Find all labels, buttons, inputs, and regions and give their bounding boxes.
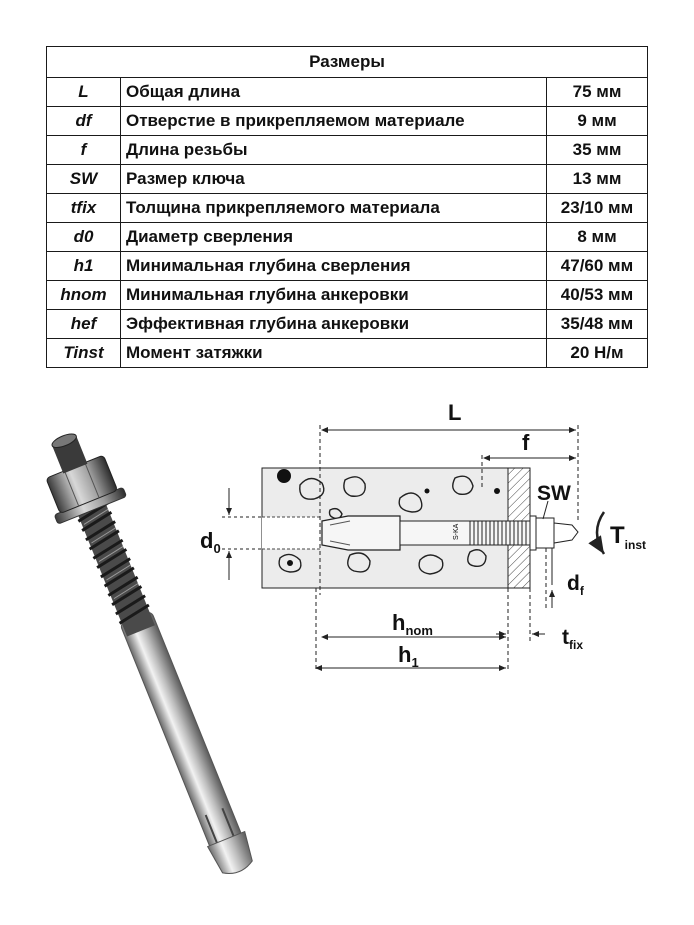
label-df: $d_f$ — [567, 572, 584, 598]
table-cell-value: 35/48 мм — [547, 310, 648, 339]
table-cell-value: 75 мм — [547, 78, 648, 107]
table-row — [47, 252, 648, 281]
table-cell-symbol: d0 — [47, 223, 121, 252]
table-cell-description: Момент затяжки — [121, 339, 547, 368]
table-cell-symbol: tfix — [47, 194, 121, 223]
table-cell-description: Общая длина — [121, 78, 547, 107]
table-cell-symbol: hef — [47, 310, 121, 339]
table-cell-value: 8 мм — [547, 223, 648, 252]
table-cell-value: 23/10 мм — [547, 194, 648, 223]
label-SW: SW — [537, 482, 571, 505]
table-cell-symbol: Tinst — [47, 339, 121, 368]
table-cell-description: Отверстие в прикрепляемом материале — [121, 107, 547, 136]
dimensions-table — [46, 46, 648, 368]
table-cell-value: 40/53 мм — [547, 281, 648, 310]
anchor-illustration — [0, 380, 694, 925]
table-row — [47, 281, 648, 310]
table-row — [47, 107, 648, 136]
table-cell-symbol: SW — [47, 165, 121, 194]
table-cell-description: Длина резьбы — [121, 136, 547, 165]
torque-arrow-icon — [597, 512, 604, 554]
table-row — [47, 136, 648, 165]
table-cell-symbol: h1 — [47, 252, 121, 281]
table-cell-value: 9 мм — [547, 107, 648, 136]
table-cell-symbol: df — [47, 107, 121, 136]
table-cell-value: 47/60 мм — [547, 252, 648, 281]
table-row — [47, 339, 648, 368]
bolt-marking: S-KA — [453, 523, 460, 540]
anchor-bolt-photo — [28, 422, 273, 885]
table-cell-description: Минимальная глубина сверления — [121, 252, 547, 281]
label-h1: $h_1$ — [398, 642, 419, 670]
label-L: L — [448, 400, 462, 425]
table-title: Размеры — [47, 47, 648, 78]
table-title-row — [47, 47, 648, 78]
table-cell-description: Размер ключа — [121, 165, 547, 194]
table-cell-value: 35 мм — [547, 136, 648, 165]
table-row — [47, 223, 648, 252]
label-tfix: $t_{fix}$ — [562, 626, 584, 652]
table-cell-symbol: L — [47, 78, 121, 107]
table-row — [47, 78, 648, 107]
label-d0: $d_0$ — [200, 528, 221, 556]
table-row — [47, 194, 648, 223]
label-Tinst: $T_{inst}$ — [610, 522, 647, 552]
table-cell-description: Толщина прикрепляемого материала — [121, 194, 547, 223]
table-row — [47, 165, 648, 194]
table-cell-value: 13 мм — [547, 165, 648, 194]
label-hnom: $h_{nom}$ — [392, 610, 433, 638]
label-f: f — [522, 430, 530, 455]
table-cell-symbol: hnom — [47, 281, 121, 310]
table-cell-description: Минимальная глубина анкеровки — [121, 281, 547, 310]
table-cell-description: Диаметр сверления — [121, 223, 547, 252]
table-cell-symbol: f — [47, 136, 121, 165]
table-row — [47, 310, 648, 339]
table-cell-description: Эффективная глубина анкеровки — [121, 310, 547, 339]
table-cell-value: 20 Н/м — [547, 339, 648, 368]
